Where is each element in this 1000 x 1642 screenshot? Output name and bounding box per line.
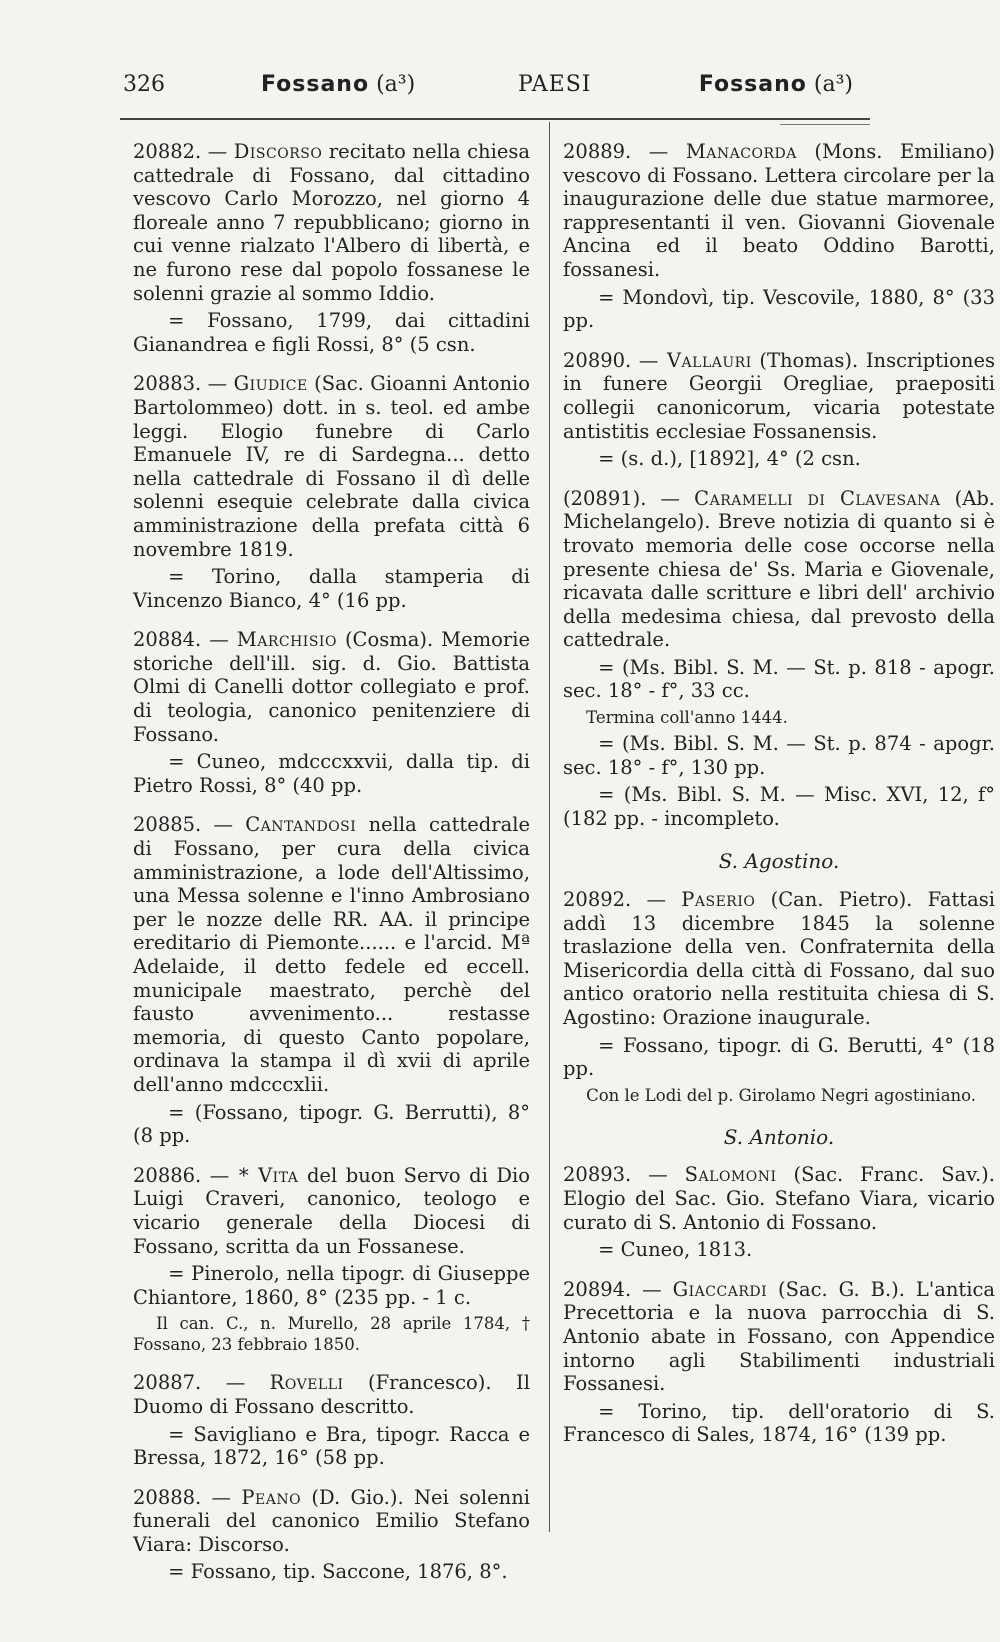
entry-number: 20892.: [563, 888, 632, 912]
header-left-title: [261, 72, 415, 97]
entry-number: 20887.: [133, 1371, 202, 1395]
entry-text: 20893. — Salomoni (Sac. Franc. Sav.). Elogio del Sac. Gio. Stefano Viara, vicario curato di S. Antonio di Fossano.: [563, 1163, 995, 1234]
entry-imprint: = Savigliano e Bra, tipogr. Racca e Bressa, 1872, 16° (58 pp.: [133, 1422, 530, 1470]
header-right-place: Fossano: [698, 72, 807, 97]
header-left-place: Fossano: [261, 72, 370, 97]
entry-imprint: = (Ms. Bibl. S. M. — Misc. XVI, 12, f° (182 pp. - incompleto.: [563, 783, 995, 830]
entry-imprint: = (Fossano, tipogr. G. Berrutti), 8° (8 pp.: [133, 1100, 530, 1148]
entry-body: (Can. Pietro). Fattasi addì 13 dicembre 1845 la solenne traslazione della ven. Confraternita della Misericordia della città di Fossano, dal suo antico oratorio nella restituita chiesa di S. Agostino: Orazione inaugurale.: [563, 888, 995, 1029]
entry-author: Rovelli: [269, 1371, 344, 1395]
header-center-title: PAESI: [518, 72, 592, 97]
entry-text: [563, 349, 995, 443]
entry-author: Marchisio: [236, 628, 337, 652]
column-divider: [549, 122, 550, 1532]
entry: [133, 1371, 530, 1469]
entry-body: (Sac. Franc. Sav.). Elogio del Sac. Gio. Stefano Viara, vicario curato di S. Antonio di Fossano.: [563, 1163, 995, 1234]
left-column: [133, 140, 530, 1600]
entry-imprint: = Mondovì, tip. Vescovile, 1880, 8° (33 pp.: [563, 285, 995, 333]
entry-imprint: = Cuneo, mdcccxxvii, dalla tip. di Pietro Rossi, 8° (40 pp.: [133, 750, 530, 797]
entry-number: (20891).: [563, 486, 647, 510]
entry-imprint: = Fossano, tipogr. di G. Berutti, 4° (18 pp.: [563, 1033, 995, 1081]
header-left-suffix: (a³): [376, 72, 416, 97]
entry-body: recitato nella chiesa cattedrale di Fossano, dal cittadino vescovo Carlo Morozzo, nel giorno 4 floreale anno 7 repubblicano; giorno in cui venne rialzato l'Albero di libertà, e ne furono rese dal popolo fossanese le solenni grazie al sommo Iddio.: [133, 140, 531, 305]
entry-number: 20885.: [133, 813, 202, 837]
entry-note: Con le Lodi del p. Girolamo Negri agostiniano.: [586, 1085, 977, 1105]
entry: [563, 888, 995, 1106]
entry-author: Discorso: [233, 140, 323, 163]
entry-author: Peano: [241, 1485, 302, 1509]
entry-body: (Sac. G. B.). L'antica Precettoria e la nuova parrocchia di S. Antonio abate in Fossano, con Appendice intorno agli Stabilimenti industriali Fossanesi.: [563, 1277, 996, 1396]
header-right-title: [699, 72, 853, 97]
entry-number: 20886.: [133, 1163, 202, 1187]
header-right-suffix: (a³): [813, 72, 853, 97]
entry-author: — Vallauri: [638, 348, 752, 372]
entry-text: [133, 1164, 530, 1258]
entry-author: Manacorda: [685, 140, 797, 163]
entry: [563, 1163, 995, 1261]
entry: [133, 1164, 530, 1356]
entry-imprint: = Pinerolo, nella tipogr. di Giuseppe Chiantore, 1860, 8° (235 pp. - 1 c.: [133, 1262, 530, 1309]
entry: [133, 1486, 530, 1584]
section-heading: S. Antonio.: [723, 1124, 835, 1149]
entry-author: Paserio: [681, 888, 756, 912]
entry-author: Cantandosi: [245, 813, 357, 837]
entry: [563, 349, 995, 471]
running-header: [123, 72, 853, 112]
entry-text: 20887. — Rovelli (Francesco). Il Duomo di Fossano descritto.: [133, 1371, 530, 1418]
entry-imprint: = (s. d.), [1892], 4° (2 csn.: [598, 447, 861, 471]
entry-author: Caramelli di Clavesana: [694, 486, 941, 510]
entry-body: (D. Gio.). Nei solenni funerali del canonico Emilio Stefano Viara: Discorso.: [133, 1485, 531, 1556]
entry-body: (Francesco). Il Duomo di Fossano descritto.: [133, 1371, 530, 1418]
entry-text: 20883. — Giudice (Sac. Gioanni Antonio Bartolommeo) dott. in s. teol. ed ambe leggi. Elogio funebre di Carlo Emanuele IV, re di Sardegna... detto nella cattedrale di Fossano il dì delle solenni esequie celebrate dalla civica amministrazione della prefata città 6 novembre 1819.: [133, 372, 530, 561]
entry: [563, 487, 995, 831]
section-heading: S. Agostino.: [718, 849, 840, 874]
entry-text: (20891). — Caramelli di Clavesana (Ab. Michelangelo). Breve notizia di quanto si è trovato memoria delle cose occorse nella presente chiesa de' Ss. Maria e Giovenale, ricavata dalle scritture e libri dell' archivio della medesima chiesa, dal prevosto della cattedrale.: [563, 486, 995, 652]
entry-text: 20892. — Paserio (Can. Pietro). Fattasi addì 13 dicembre 1845 la solenne traslazione della ven. Confraternita della Misericordia della città di Fossano, dal suo antico oratorio nella restituita chiesa di S. Agostino: Orazione inaugurale.: [563, 888, 995, 1029]
entry: [133, 628, 530, 797]
right-column: [563, 140, 995, 1463]
entry-author: — * Vita: [209, 1163, 299, 1187]
entry: [563, 140, 995, 333]
entry: [133, 372, 530, 612]
entry-imprint: = Fossano, 1799, dai cittadini Gianandrea e figli Rossi, 8° (5 csn.: [133, 309, 530, 356]
entry-text: 20889. — Manacorda (Mons. Emiliano) vescovo di Fossano. Lettera circolare per la inaugurazione delle due statue marmoree, rappresentanti il ven. Giovanni Giovenale Ancina ed il beato Oddino Barotti, fossanesi.: [563, 140, 995, 281]
entry-text: 20885. — Cantandosi nella cattedrale di Fossano, per cura della civica amministrazione, a lode dell'Altissimo, una Messa solenne e l'inno Ambrosiano per le nozze delle RR. AA. il principe ereditario di Piemonte...... e l'arcid. Mª Adelaide, il detto fedele ed eccell. municipale maestrato, perchè del fausto avvenimento... restasse memoria, di questo Canto popolare, ordinava la stampa il dì xvii di aprile dell'anno mdcccxlii.: [133, 813, 530, 1096]
header-rule-short: [780, 124, 870, 125]
entry-imprint: = Torino, tip. dell'oratorio di S. Francesco di Sales, 1874, 16° (139 pp.: [563, 1399, 995, 1447]
entry: [563, 1278, 995, 1447]
entry-note: Termina coll'anno 1444.: [586, 708, 788, 728]
entry-body: (Sac. Gioanni Antonio Bartolommeo) dott. in s. teol. ed ambe leggi. Elogio funebre di Carlo Emanuele IV, re di Sardegna... detto nella cattedrale di Fossano il dì delle solenni esequie celebrate dalla civica amministrazione della prefata città 6 novembre 1819.: [133, 372, 530, 561]
entry-body: (Thomas). Inscriptiones in funere Georgii Oregliae, praepositi collegii canonicorum, vicaria potestate antistitis ecclesiae Fossanensis.: [563, 348, 995, 443]
entry-note: Il can. C., n. Murello, 28 aprile 1784, † Fossano, 23 febbraio 1850.: [133, 1314, 530, 1355]
entry: [133, 813, 530, 1147]
header-rule: [120, 118, 870, 120]
entry-body: (Ab. Michelangelo). Breve notizia di quanto si è trovato memoria delle cose occorse nella presente chiesa de' Ss. Maria e Giovenale, ricavata dalle scritture e libri dell' archivio della medesima chiesa, dal prevosto della cattedrale.: [563, 486, 995, 652]
entry-body: (Mons. Emiliano) vescovo di Fossano. Lettera circolare per la inaugurazione delle due statue marmoree, rappresentanti il ven. Giovanni Giovenale Ancina ed il beato Oddino Barotti, fossanesi.: [563, 140, 995, 281]
entry-author: Giudice: [233, 372, 308, 396]
entry-imprint: = (Ms. Bibl. S. M. — St. p. 818 - apogr. sec. 18° - f°, 33 cc.: [563, 655, 995, 703]
entry-imprint: = (Ms. Bibl. S. M. — St. p. 874 - apogr. sec. 18° - f°, 130 pp.: [563, 732, 995, 779]
entry-number: 20889.: [563, 140, 632, 163]
entry-number: 20888.: [133, 1485, 202, 1509]
entry-text: 20884. — Marchisio (Cosma). Memorie storiche dell'ill. sig. d. Gio. Battista Olmi di Canelli dottor collegiato e prof. di teologia, canonico penitenziere di Fossano.: [133, 628, 530, 746]
entry-author: Giaccardi: [672, 1277, 768, 1301]
entry-number: 20894.: [563, 1277, 632, 1301]
entry-number: 20884.: [133, 628, 202, 652]
entry-imprint: = Fossano, tip. Saccone, 1876, 8°.: [168, 1560, 508, 1584]
entry-number: 20882.: [133, 140, 202, 163]
entry-imprint: = Cuneo, 1813.: [598, 1238, 753, 1262]
page-number: 326: [123, 72, 165, 97]
entry-author: Salomoni: [684, 1163, 777, 1187]
entry-body: nella cattedrale di Fossano, per cura della civica amministrazione, a lode dell'Altissimo, una Messa solenne e l'inno Ambrosiano per le nozze delle RR. AA. il principe ereditario di Piemonte...... e l'arcid. Mª Adelaide, il detto fedele ed eccell. municipale maestrato, perchè del fausto avvenimento... restasse memoria, di questo Canto popolare, ordinava la stampa il dì xvii di aprile dell'anno mdcccxlii.: [133, 813, 530, 1096]
entry-number: 20893.: [563, 1163, 632, 1187]
entry-number: 20883.: [133, 372, 202, 396]
entry-imprint: = Torino, dalla stamperia di Vincenzo Bianco, 4° (16 pp.: [133, 565, 530, 612]
entry-text: 20882. — Discorso recitato nella chiesa cattedrale di Fossano, dal cittadino vescovo Carlo Morozzo, nel giorno 4 floreale anno 7 repubblicano; giorno in cui venne rialzato l'Albero di libertà, e ne furono rese dal popolo fossanese le solenni grazie al sommo Iddio.: [133, 140, 531, 305]
entry: [133, 140, 530, 356]
entry-body: del buon Servo di Dio Luigi Craveri, canonico, teologo e vicario generale della Diocesi di Fossano, scritta da un Fossanese.: [133, 1163, 531, 1258]
entry-number: 20890.: [563, 348, 632, 372]
entry-text: 20894. — Giaccardi (Sac. G. B.). L'antica Precettoria e la nuova parrocchia di S. Antonio abate in Fossano, con Appendice intorno agli Stabilimenti industriali Fossanesi.: [563, 1277, 996, 1396]
entry-text: 20888. — Peano (D. Gio.). Nei solenni funerali del canonico Emilio Stefano Viara: Discorso.: [133, 1485, 531, 1556]
entry-body: (Cosma). Memorie storiche dell'ill. sig. d. Gio. Battista Olmi di Canelli dottor collegiato e prof. di teologia, canonico penitenziere di Fossano.: [133, 628, 530, 746]
